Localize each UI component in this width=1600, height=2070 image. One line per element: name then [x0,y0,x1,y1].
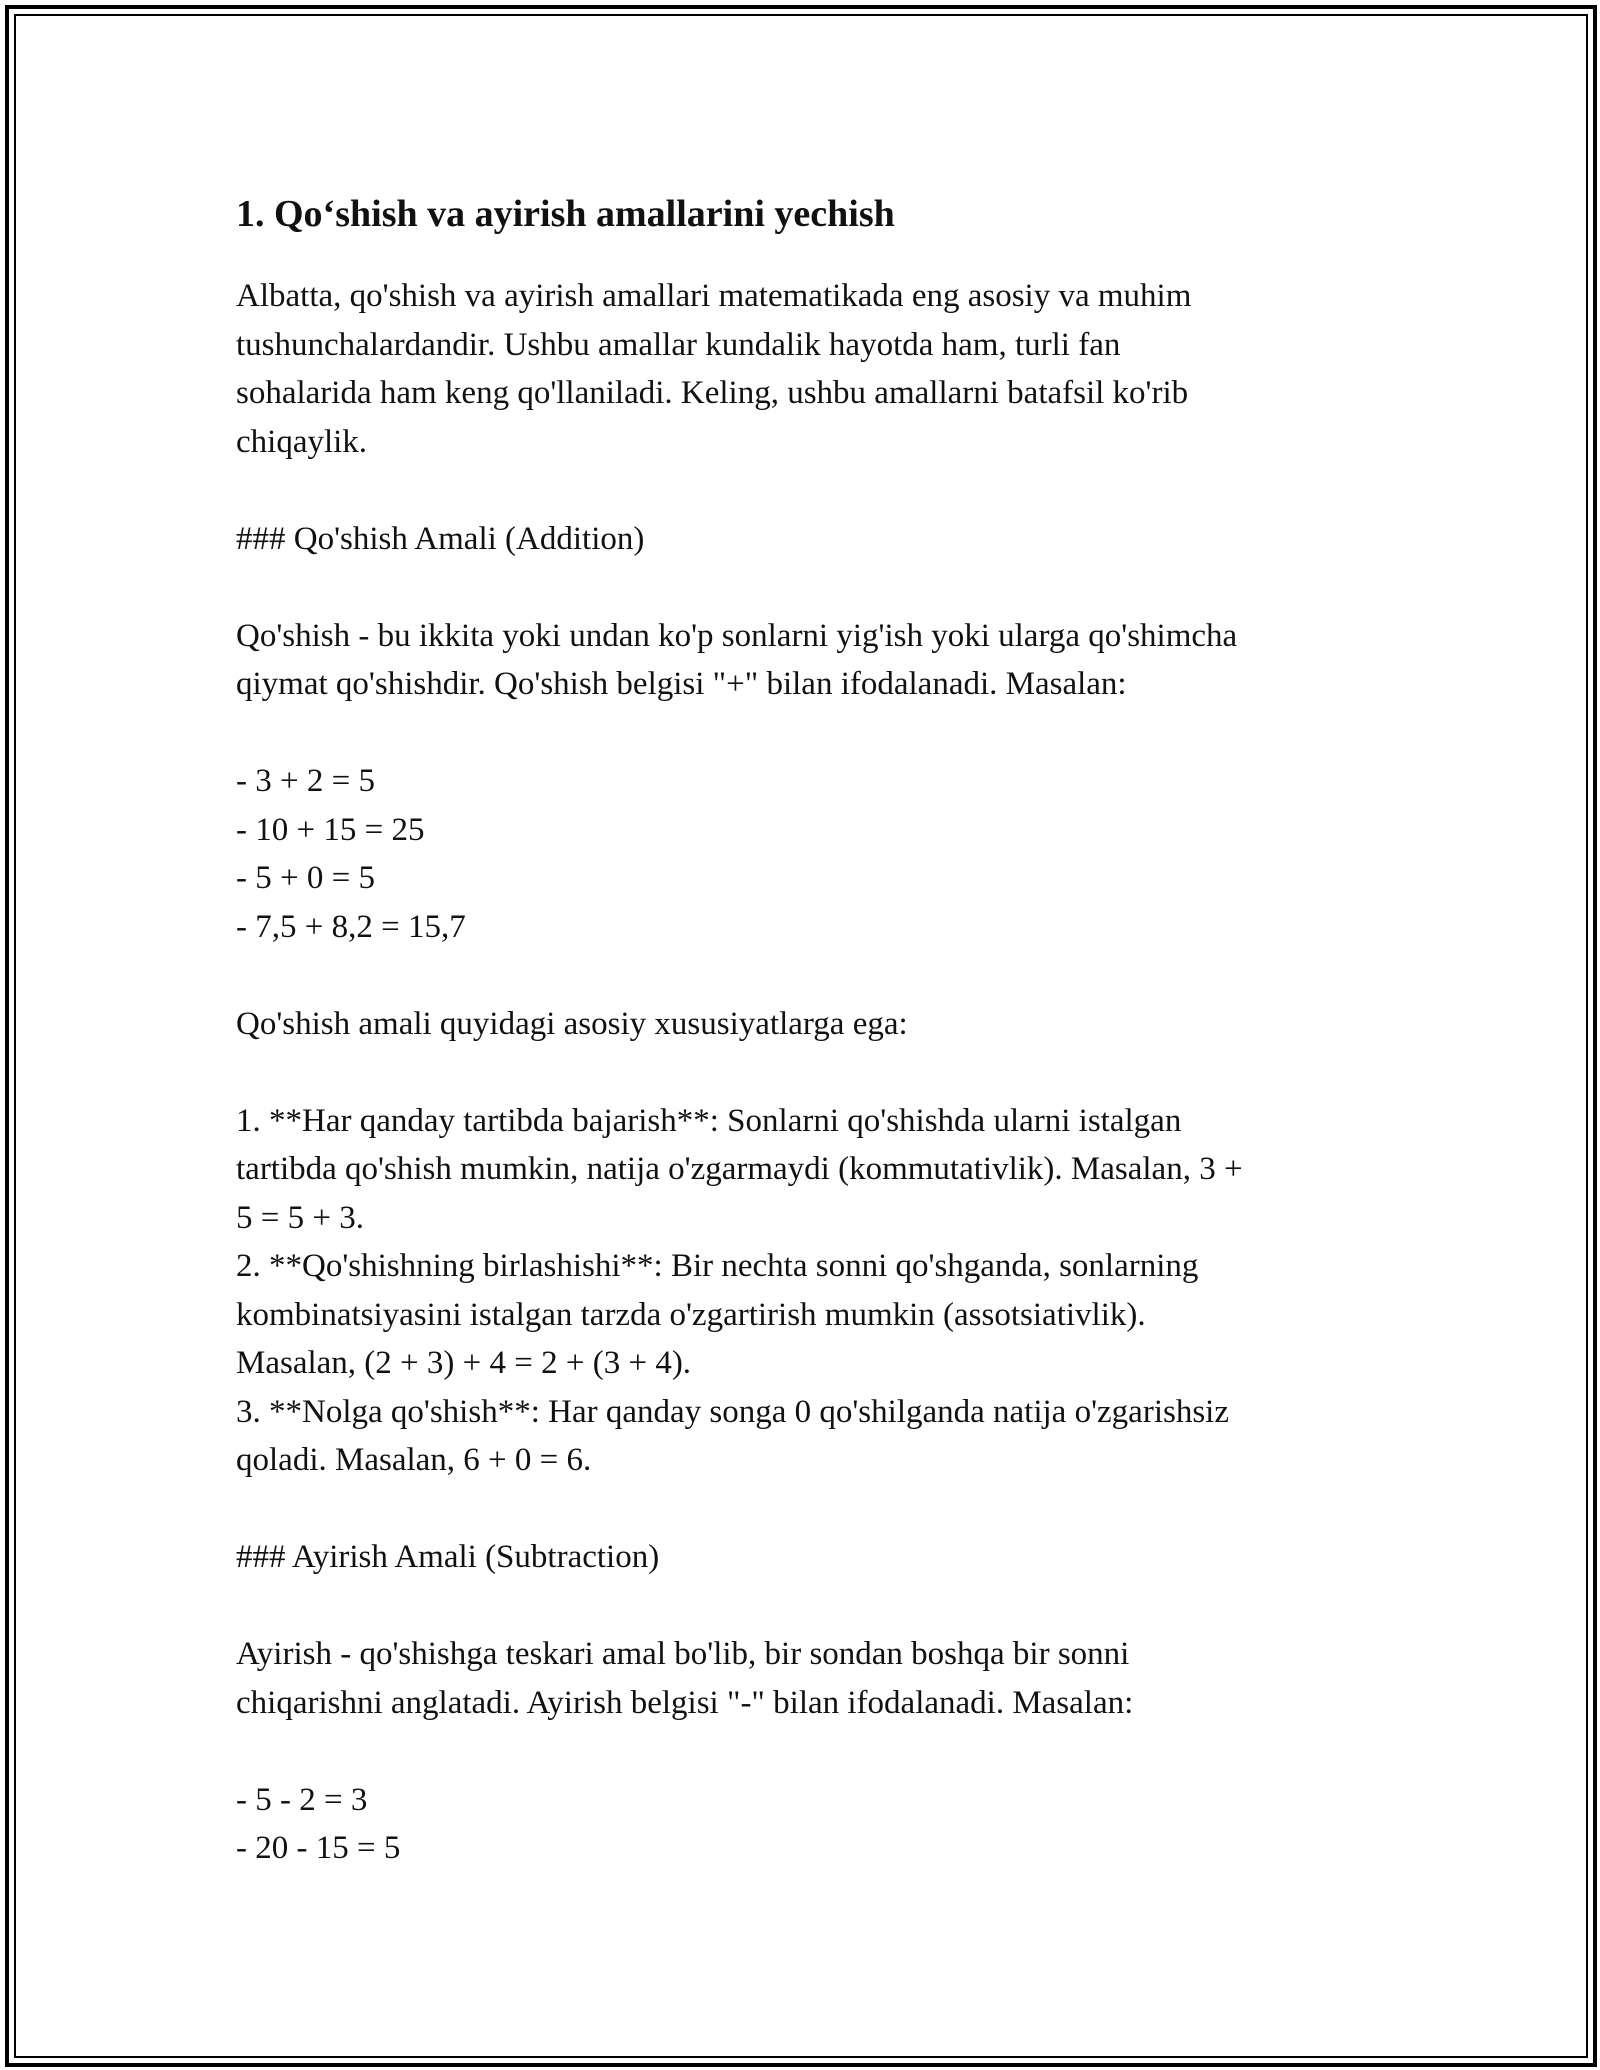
text-line: - 20 - 15 = 5 [236,1830,401,1866]
text-line: qoladi. Masalan, 6 + 0 = 6. [236,1442,592,1478]
blank-line [236,1048,1376,1097]
text-line: Albatta, qo'shish va ayirish amallari matematikada eng asosiy va muhim [236,278,1192,314]
text-line: - 5 - 2 = 3 [236,1781,368,1818]
text-line: tartibda qo'shish mumkin, natija o'zgarmaydi (kommutativlik). Masalan, 3 + [236,1151,1243,1187]
text-line: Qo'shish amali quyidagi asosiy xususiyatlarga ega: [236,1005,908,1042]
blank-line [236,1582,1376,1631]
blank-line [236,1485,1376,1534]
blank-line [236,709,1376,758]
blank-line [236,1727,1376,1776]
text-line: qiymat qo'shishdir. Qo'shish belgisi "+" bilan ifodalanadi. Masalan: [236,666,1127,702]
text-line: chiqaylik. [236,423,368,460]
blank-line [236,951,1376,1000]
text-line: Masalan, (2 + 3) + 4 = 2 + (3 + 4). [236,1345,692,1381]
text-line: 2. **Qo'shishning birlashishi**: Bir nechta sonni qo'shganda, sonlarning [236,1248,1199,1284]
blank-line [236,563,1376,612]
document-body [236,272,1376,1873]
document-page [236,188,1376,1873]
text-line: kombinatsiyasini istalgan tarzda o'zgartirish mumkin (assotsiativlik). [236,1296,1146,1333]
text-line: - 3 + 2 = 5 [236,763,375,799]
text-line: tushunchalardandir. Ushbu amallar kundalik hayotda ham, turli fan [236,326,1121,363]
text-line: 3. **Nolga qo'shish**: Har qanday songa 0 qo'shilganda natija o'zgarishsiz [236,1393,1229,1430]
text-line: 5 = 5 + 3. [236,1199,364,1236]
text-line: chiqarishni anglatadi. Ayirish belgisi "-" bilan ifodalanadi. Masalan: [236,1684,1134,1721]
text-line: sohalarida ham keng qo'llaniladi. Keling, ushbu amallarni batafsil ko'rib [236,375,1189,411]
text-line: - 5 + 0 = 5 [236,860,375,896]
text-line: 1. **Har qanday tartibda bajarish**: Sonlarni qo'shishda ularni istalgan [236,1102,1182,1139]
text-line: Qo'shish - bu ikkita yoki undan ko'p sonlarni yig'ish yoki ularga qo'shimcha [236,617,1238,654]
text-line: Ayirish - qo'shishga teskari amal bo'lib, bir sondan boshqa bir sonni [236,1636,1130,1672]
section-heading: 1. Qo‘shish va ayirish amallarini yechish [236,193,895,235]
text-line: - 10 + 15 = 25 [236,811,425,848]
text-line: ### Ayirish Amali (Subtraction) [236,1539,660,1575]
text-line: - 7,5 + 8,2 = 15,7 [236,908,466,945]
text-line: ### Qo'shish Amali (Addition) [236,520,645,557]
blank-line [236,466,1376,515]
